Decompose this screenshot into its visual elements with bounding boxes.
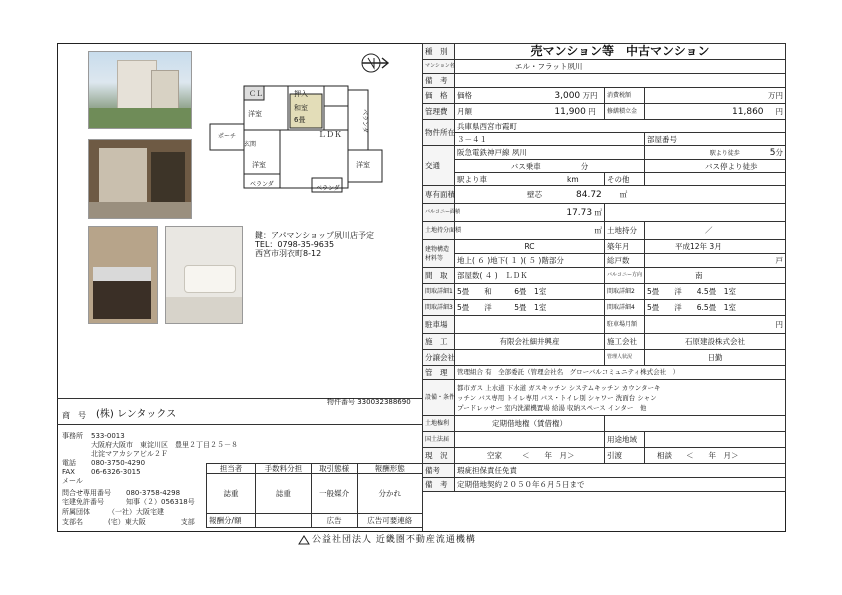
terms-v0: 誌重: [207, 474, 256, 514]
landuse-label: 国土法届: [423, 432, 455, 448]
building-photo: [88, 51, 192, 129]
fp-yoshitsu-2: 洋室: [252, 161, 266, 169]
price-sublabel: 価格: [457, 90, 472, 100]
balcony-dir-label: バルコニー方向: [605, 268, 645, 284]
addr-label: 事務所: [62, 432, 83, 440]
terms-r3: 広告可要連絡: [357, 514, 422, 528]
area-value: 84.72: [576, 189, 602, 200]
agent-fax: 06-6326-3015: [91, 468, 141, 476]
tax-unit: 万円: [645, 88, 786, 104]
bus-label: バス乗車: [510, 161, 541, 171]
room4-label: 間取詳細4: [605, 300, 645, 316]
bus-unit: 分: [580, 161, 589, 171]
units-unit: 戸: [645, 254, 786, 268]
terms-v3: 分かれ: [357, 474, 422, 514]
struct-label: 建物構造材料等: [423, 240, 455, 268]
property-name: エル・フラット夙川: [455, 60, 786, 74]
agent-address: 大阪府大阪市 東淀川区 豊里２丁目２５－８: [91, 441, 238, 449]
mgmt-label: 管理費: [423, 104, 455, 120]
north-arrow-icon: [358, 52, 392, 74]
room4: 5畳 洋 6.5畳 1室: [645, 300, 786, 316]
mgmt-unit: 円: [588, 106, 596, 116]
land-share-label: 土地持分: [605, 222, 645, 240]
repair-unit: 円: [775, 106, 784, 116]
equip-line3: プードレッサー 室内洗濯機置場 給湯 収納スペース インター 他: [457, 403, 647, 412]
key-address: 西宮市羽衣町8-12: [255, 249, 322, 258]
fp-veranda-2: ベランダ: [250, 181, 274, 188]
seller-label: 分譲会社: [423, 350, 455, 366]
assoc-label: 所属団体: [62, 508, 90, 516]
terms-h3: 報酬形態: [357, 464, 422, 474]
entrance-photo: [88, 139, 192, 219]
manage-staff: 日勤: [645, 350, 786, 366]
kind-label: 種 別: [423, 44, 455, 60]
balcony-label: バルコニー面積: [423, 204, 455, 222]
key-caption: 鍵：アパマンショップ夙川店予定: [255, 231, 374, 240]
key-tel: TEL：0798-35-9635: [255, 240, 335, 249]
built-label: 築年月: [605, 240, 645, 254]
status: 空家: [487, 451, 502, 460]
footer-org: 公益社団法人 近畿圏不動産流通機構: [312, 535, 476, 545]
walk-unit: 分: [775, 147, 784, 157]
org-logo-icon: [298, 535, 310, 545]
agent-branch: (宅）東大阪 支部: [108, 518, 195, 526]
handover-date: ＜ 年 月＞: [686, 451, 739, 460]
bathroom-photo: [165, 226, 243, 324]
fp-ldk: ＬＤＫ: [318, 130, 342, 139]
landuse-sublabel: 用途地域: [605, 432, 645, 448]
terms-v1: 誌重: [256, 474, 312, 514]
equip-line2: ッチン バス専用 トイレ専用 バス・トイレ別 シャワー 洗面台 シャン: [457, 393, 657, 402]
contact-label: 問合せ専用番号: [62, 489, 111, 497]
terms-r0: 報酬分/額: [207, 514, 256, 528]
terms-h0: 担当者: [207, 464, 256, 474]
fp-genkan: 玄関: [244, 141, 257, 148]
parking-label: 駐車場: [423, 316, 455, 334]
handover: 相談: [657, 451, 672, 460]
record-number: 物件番号 330032388690: [327, 398, 411, 406]
builder: 有限会社細井興産: [455, 334, 605, 350]
note1: 瑕疵担保責任免責: [455, 464, 786, 478]
note2: 定期借地契約２０５０年６月５日まで: [455, 478, 786, 492]
agent-zip: 533-0013: [91, 432, 125, 440]
status-label: 現 況: [423, 448, 455, 464]
car-unit: km: [567, 174, 579, 184]
fp-yoshitsu-3: 洋室: [356, 161, 370, 169]
builder-label: 施 工: [423, 334, 455, 350]
parking-unit: 円: [645, 316, 786, 334]
walk-label: 駅より徒歩: [709, 149, 740, 157]
agent-assoc: （一社）大阪宅建: [108, 508, 164, 516]
agent-license: 知事（２）056318号: [126, 498, 195, 506]
fp-veranda-3: ベランダ: [316, 185, 340, 192]
agent-tel: 080-3750-4290: [91, 459, 146, 467]
land-unit: ㎡: [455, 222, 605, 240]
handover-label: 引渡: [605, 448, 645, 464]
fp-6jo: 6畳: [294, 116, 306, 124]
mgmt-sublabel: 月額: [457, 106, 472, 116]
balcony-value: 17.73: [566, 207, 593, 218]
landright: 定期借地権（賃借権）: [455, 416, 605, 432]
address2: ３－４１: [455, 133, 645, 146]
room3-label: 間取詳細3: [423, 300, 455, 316]
area-unit: ㎡: [619, 189, 628, 199]
terms-r2: 広告: [311, 514, 357, 528]
status-date: ＜ 年 月＞: [522, 451, 575, 460]
repair-value: 11,860: [732, 106, 764, 117]
structure: RC: [455, 240, 605, 254]
access-label: 交通: [423, 146, 455, 186]
station: 阪急電鉄神戸線: [457, 148, 510, 157]
builder2-label: 施工会社: [605, 334, 645, 350]
terms-table: [206, 463, 423, 528]
repair-label: 修繕積立金: [605, 104, 645, 120]
built: 平成12年 3月: [645, 240, 786, 254]
fp-veranda-1: ベランダ: [360, 109, 368, 133]
land-share: ／: [645, 222, 786, 240]
note-label-1: 備考: [423, 464, 455, 478]
tel-label: 電話: [62, 459, 76, 467]
price-unit: 万円: [582, 90, 598, 100]
station2: 夙川: [511, 148, 527, 157]
floors: 地上( ６ )地下( １ )( ５ )階部分: [455, 254, 605, 268]
area-sublabel: 壁芯: [527, 189, 542, 199]
area-label: 専有面積: [423, 186, 455, 204]
tax-label: 消費税額: [605, 88, 645, 104]
fax-label: FAX: [62, 468, 75, 476]
memo-label: 備 考: [423, 74, 455, 88]
agent-name: (株) レンタックス: [96, 409, 177, 420]
fp-oshiire: 押入: [294, 90, 308, 98]
agent-contact: 080-3758-4298: [126, 489, 181, 497]
fp-porch: ポーチ: [218, 133, 237, 140]
parking-sublabel: 駐車場月額: [605, 316, 645, 334]
landright-label: 土地権利: [423, 416, 455, 432]
balcony-dir: 南: [645, 268, 786, 284]
note-label-2: 備 考: [423, 478, 455, 492]
terms-r1: [256, 514, 312, 528]
room1: 5畳 和 6畳 1室: [455, 284, 605, 300]
balcony-unit: ㎡: [594, 207, 602, 217]
land-label: 土地持分面積: [423, 222, 455, 240]
room2: 5畳 洋 4.5畳 1室: [645, 284, 786, 300]
layout: 部屋数( ４ ) ＬＤＫ: [455, 268, 605, 284]
car-label: 駅より車: [457, 174, 487, 184]
layout-label: 間 取: [423, 268, 455, 284]
mgmt-value: 11,900: [554, 106, 586, 117]
fp-cl: ＣＬ: [249, 90, 263, 98]
equip-label: 設備・条件: [423, 380, 455, 416]
kitchen-photo: [88, 226, 158, 324]
fp-washitsu: 和室: [294, 104, 308, 112]
room2-label: 間取詳細2: [605, 284, 645, 300]
name-label: マンション名: [423, 60, 455, 74]
room1-label: 間取詳細1: [423, 284, 455, 300]
manage-label: 管 理: [423, 366, 455, 380]
price-label: 価 格: [423, 88, 455, 104]
address: 兵庫県西宮市霞町: [455, 120, 786, 133]
loc-label: 物件所在: [423, 120, 455, 146]
terms-v2: 一般媒介: [311, 474, 357, 514]
manage-staff-label: 管理人状況: [605, 350, 645, 366]
branch-label: 支部名: [62, 518, 83, 526]
license-label: 宅建免許番号: [62, 498, 104, 506]
agent-label: 商 号: [62, 411, 86, 420]
terms-h2: 取引態様: [311, 464, 357, 474]
agent-building: 北淀マアカシアビル２Ｆ: [91, 450, 168, 458]
other-label: その他: [605, 173, 645, 186]
bus-walk-label: バス停より徒歩: [645, 160, 786, 173]
room3: 5畳 洋 5畳 1室: [455, 300, 605, 316]
doc-title: 売マンション等 中古マンション: [455, 44, 786, 60]
walk-value: 5: [769, 147, 776, 158]
fp-yoshitsu-1: 洋室: [248, 110, 262, 118]
terms-h1: 手数料分担: [256, 464, 312, 474]
equip-line1: 都市ガス 上水道 下水道 ガスキッチン システムキッチン カウンターキ: [457, 383, 661, 392]
property-table: [422, 43, 786, 492]
manage-text: 管理組合 有 全部委託（管理会社名 グローバルコミュニティ株式会社 ）: [455, 366, 786, 380]
units-label: 総戸数: [605, 254, 645, 268]
builder2: 石原建設株式会社: [645, 334, 786, 350]
room-no-label: 部屋番号: [645, 133, 786, 146]
mail-label: メール: [62, 477, 83, 485]
price-value: 3,000: [554, 90, 581, 101]
